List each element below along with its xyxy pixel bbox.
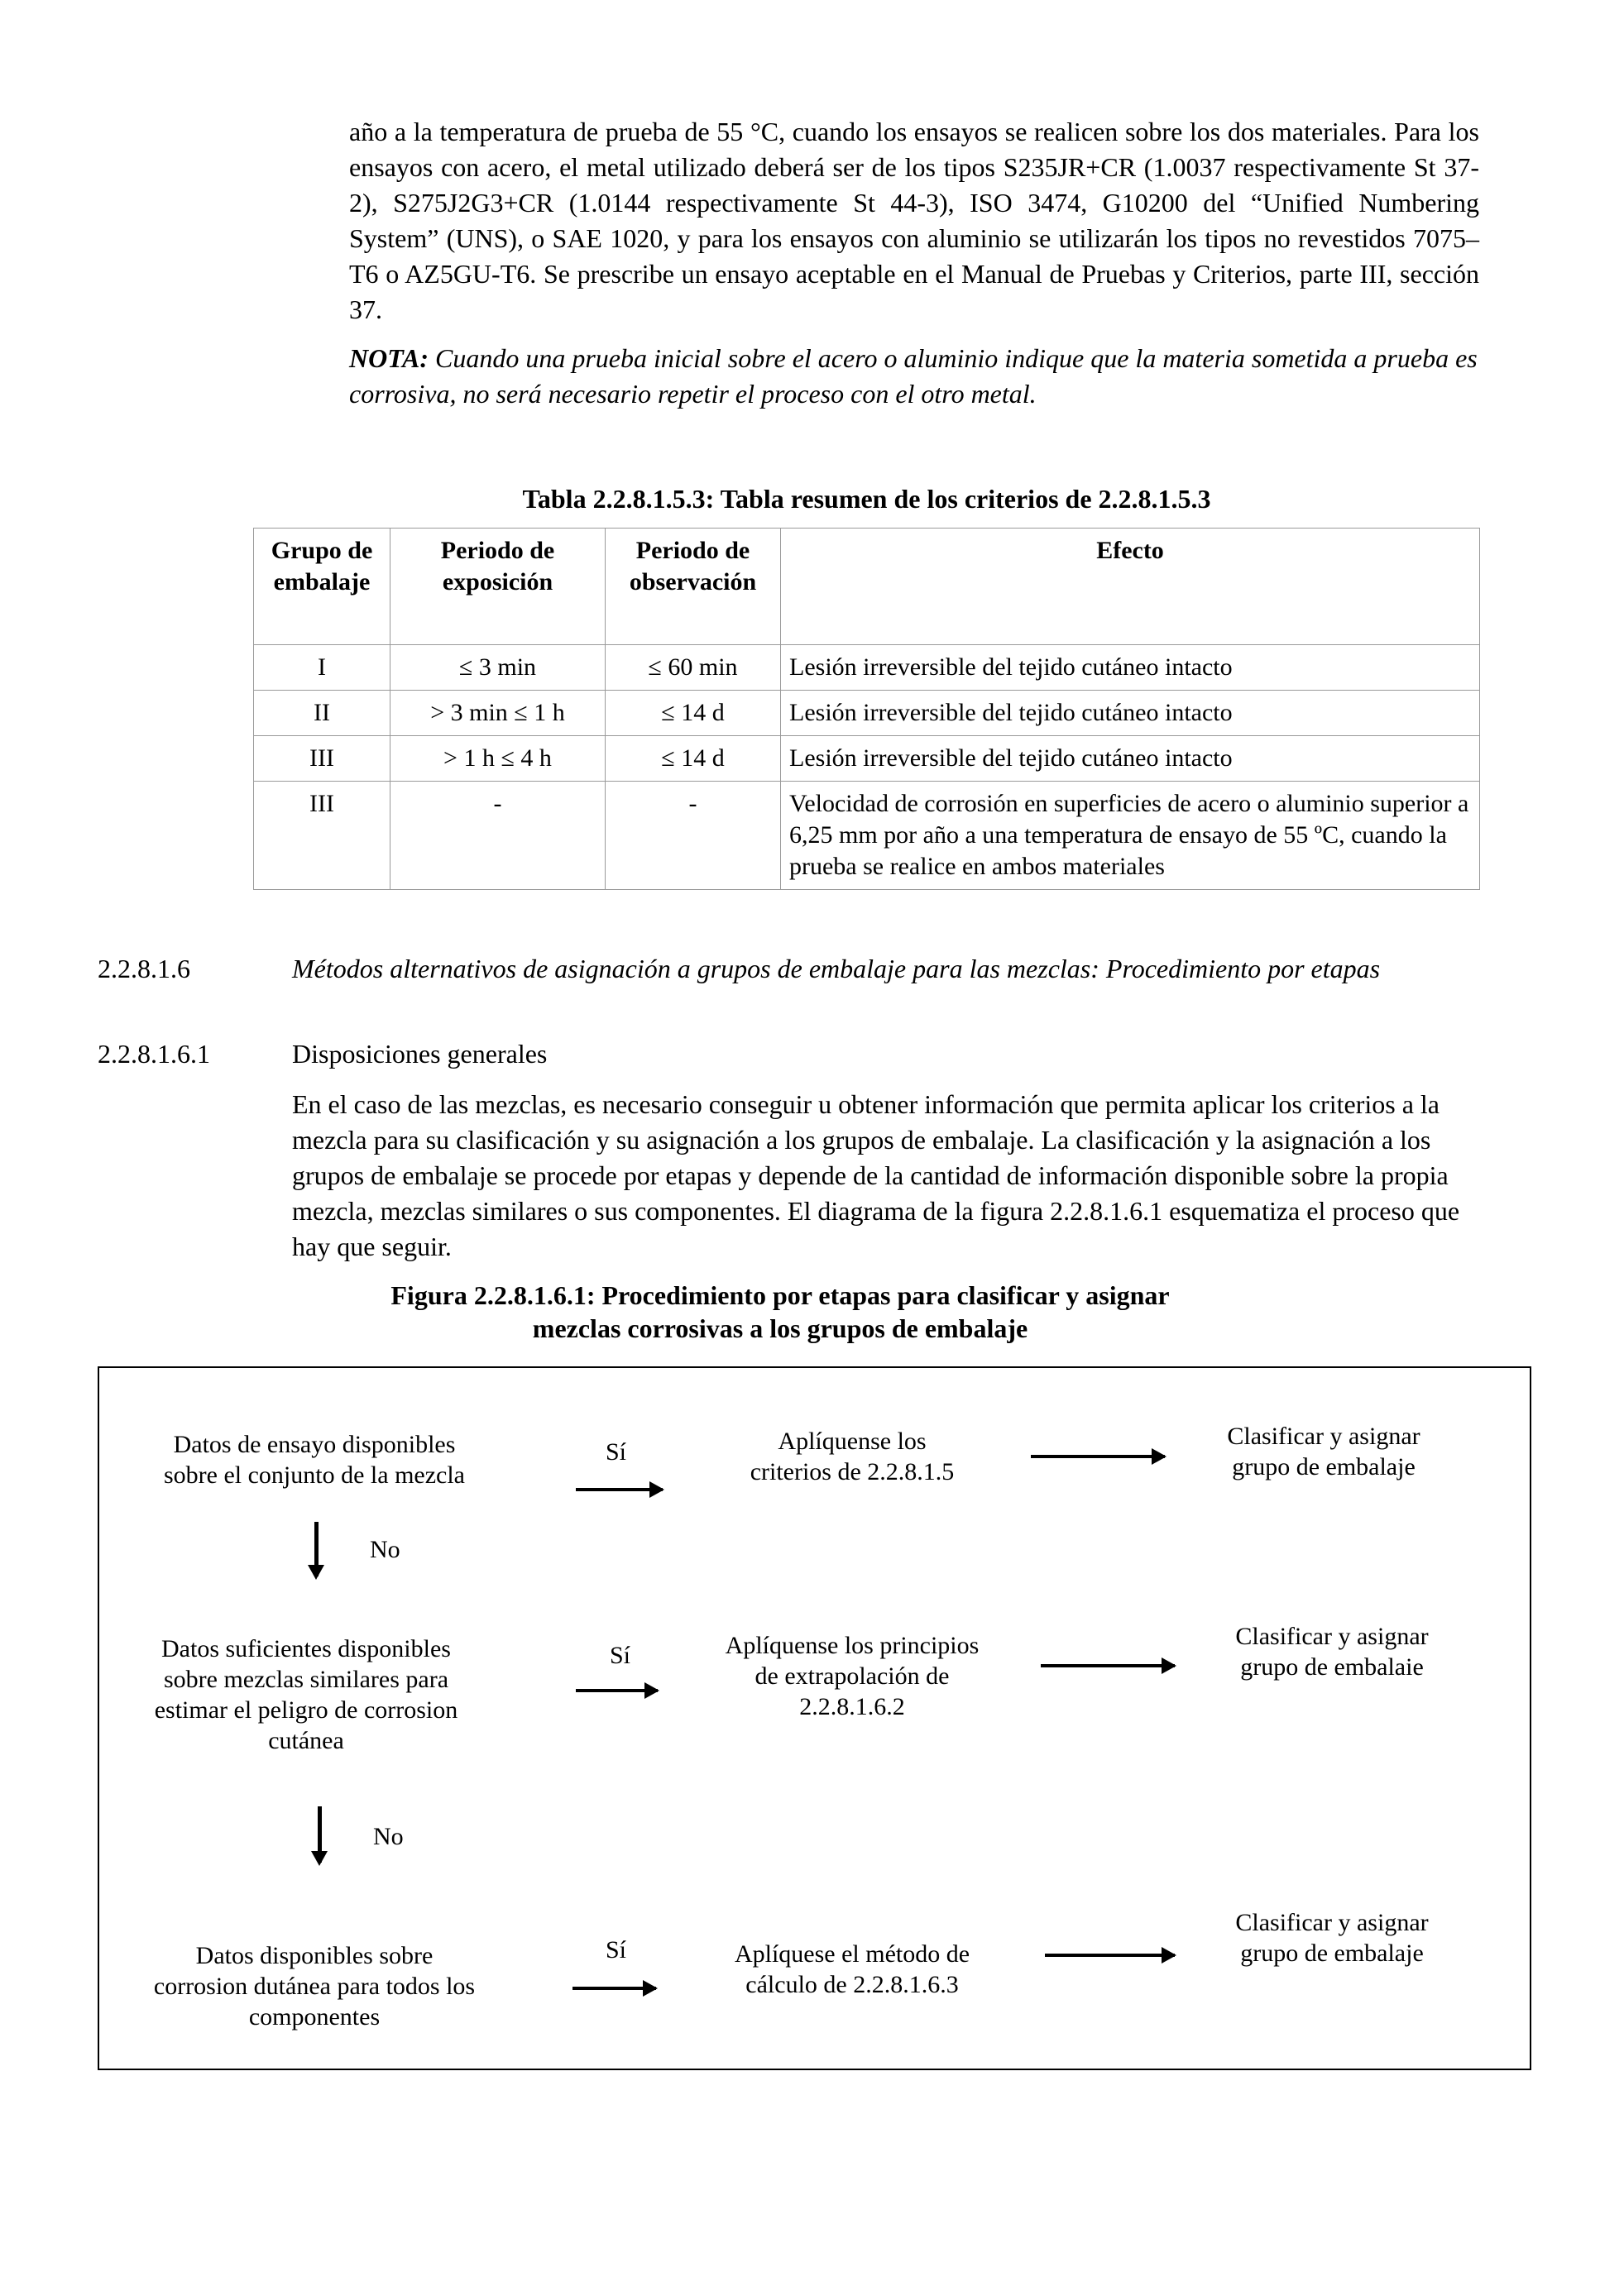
table-row (254, 736, 1480, 782)
table-caption: Tabla 2.2.8.1.5.3: Tabla resumen de los criterios de 2.2.8.1.5.3 (522, 484, 1211, 514)
subsection-number: 2.2.8.1.6.1 (98, 1039, 210, 1069)
cell-group: III (254, 782, 390, 890)
cell-exposure: - (390, 782, 606, 890)
row2-yes-arrow (576, 1689, 658, 1692)
header-packing-group: Grupo de embalaje (254, 529, 390, 645)
row1-result: Clasificar y asignar grupo de embalaje (1227, 1423, 1420, 1480)
row1-yes-label: Sí (606, 1438, 627, 1466)
subsection-body: En el caso de las mezclas, es necesario conseguir u obtener información que permita aplicar los criterios a la mezcla para su clasificación y su asignación a los grupos de embalaje. La clasificación y la asignación a los grupos de embalaje se procede por etapas y depende de la cantidad de información disponible sobre la propia mezcla, mezclas similares o sus componentes. El diagrama de la figura 2.2.8.1.6.1 esquematiza el proceso que hay que seguir. (292, 1089, 1460, 1261)
row3-condition: Datos disponibles sobre corrosion dutánea para todos los componentes (153, 1942, 476, 2031)
cell-effect: Lesión irreversible del tejido cutáneo intacto (781, 645, 1480, 691)
cell-effect: Lesión irreversible del tejido cutáneo intacto (781, 736, 1480, 782)
note-label: NOTA: (349, 343, 429, 373)
row2-no-arrow (318, 1806, 322, 1863)
cell-effect: Velocidad de corrosión en superficies de acero o aluminio superior a 6,25 mm por año a una temperatura de ensayo de 55 ºC, cuando la prueba se realice en ambos materiales (781, 782, 1480, 890)
row1-no-arrow (314, 1522, 319, 1576)
intro-paragraph: año a la temperatura de prueba de 55 °C, cuando los ensayos se realicen sobre los dos materiales. Para los ensayos con acero, el metal utilizado deberá ser de los tipos S235JR+CR (1.0037 respectivamente St 37-2), S275J2G3+CR (1.0144 respectivamente St 44-3), ISO 3474, G10200 del “Unified Numbering System” (UNS), o SAE 1020, y para los ensayos con aluminio se utilizarán los tipos no revestidos 7075–T6 o AZ5GU-T6. Se prescribe un ensayo aceptable en el Manual de Pruebas y Criterios, parte III, sección 37. (349, 117, 1479, 324)
cell-observation: ≤ 14 d (606, 736, 781, 782)
section-title: Métodos alternativos de asignación a grupos de embalaje para las mezclas: Procedimiento por etapas (292, 954, 1381, 983)
section-number: 2.2.8.1.6 (98, 954, 190, 983)
cell-observation: ≤ 14 d (606, 691, 781, 736)
row2-no-label: No (373, 1823, 404, 1850)
table-header-row (254, 529, 1480, 645)
criteria-table (253, 528, 1480, 890)
row2-condition: Datos suficientes disponibles sobre mezclas similares para estimar el peligro de corrosion cutánea (154, 1635, 458, 1754)
header-effect: Efecto (781, 529, 1480, 645)
row3-result-arrow (1045, 1954, 1175, 1957)
note-text: Cuando una prueba inicial sobre el acero o aluminio indique que la materia sometida a prueba es corrosiva, no será necesario repetir el proceso con el otro metal. (349, 343, 1478, 409)
row3-result: Clasificar y asignar grupo de embalaje (1235, 1909, 1429, 1967)
row3-yes-label: Sí (606, 1936, 627, 1964)
table-row (254, 782, 1480, 890)
figure-caption-line2: mezclas corrosivas a los grupos de embalaje (532, 1313, 1028, 1343)
cell-observation: - (606, 782, 781, 890)
row2-result-arrow (1041, 1664, 1175, 1667)
cell-group: III (254, 736, 390, 782)
cell-exposure: ≤ 3 min (390, 645, 606, 691)
cell-effect: Lesión irreversible del tejido cutáneo intacto (781, 691, 1480, 736)
flowchart (98, 1366, 1531, 2070)
row2-result: Clasificar y asignar grupo de embalaie (1235, 1623, 1429, 1681)
header-observation-period: Periodo de observación (606, 529, 781, 645)
cell-exposure: > 1 h ≤ 4 h (390, 736, 606, 782)
cell-observation: ≤ 60 min (606, 645, 781, 691)
figure-caption-line1: Figura 2.2.8.1.6.1: Procedimiento por etapas para clasificar y asignar (390, 1280, 1170, 1310)
table-row (254, 691, 1480, 736)
header-exposure-period: Periodo de exposición (390, 529, 606, 645)
table-row (254, 645, 1480, 691)
row2-action: Aplíquense los principios de extrapolación de 2.2.8.1.6.2 (725, 1632, 980, 1720)
row1-no-label: No (370, 1536, 400, 1563)
cell-group: II (254, 691, 390, 736)
row2-yes-label: Sí (610, 1642, 631, 1669)
figure-caption (98, 1279, 1463, 1345)
row3-action: Aplíquese el método de cálculo de 2.2.8.1.6.3 (734, 1940, 970, 1998)
row1-result-arrow (1031, 1455, 1165, 1458)
note-paragraph (349, 341, 1479, 412)
row3-yes-arrow (572, 1987, 656, 1990)
cell-group: I (254, 645, 390, 691)
subsection-title: Disposiciones generales (292, 1039, 548, 1069)
row1-action: Aplíquense los criterios de 2.2.8.1.5 (750, 1428, 955, 1485)
cell-exposure: > 3 min ≤ 1 h (390, 691, 606, 736)
row1-yes-arrow (576, 1488, 663, 1491)
row1-condition: Datos de ensayo disponibles sobre el conjunto de la mezcla (163, 1431, 465, 1489)
